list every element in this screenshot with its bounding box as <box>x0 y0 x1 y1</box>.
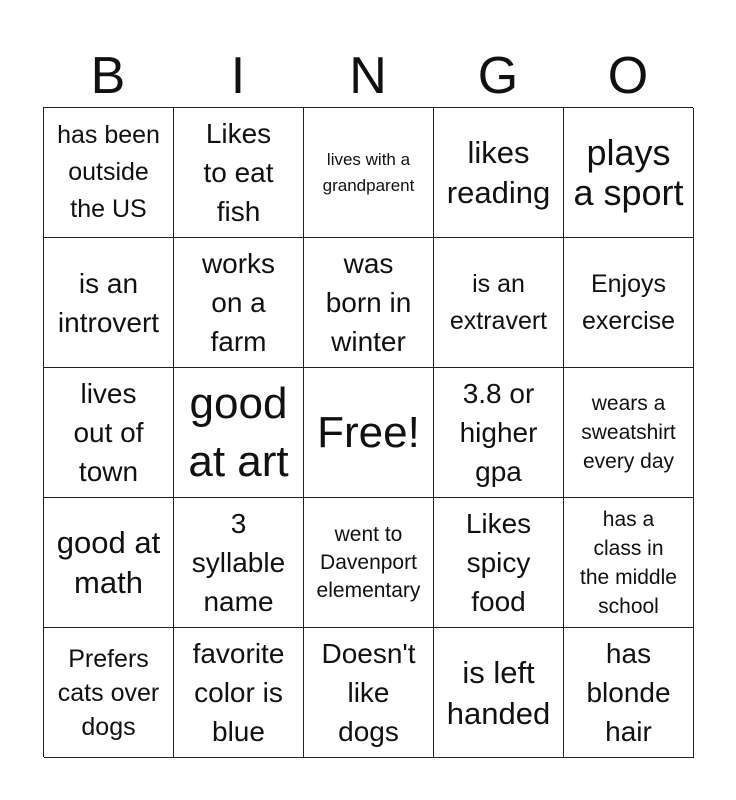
cell-text: lives with a grandparent <box>322 149 415 195</box>
bingo-cell[interactable] <box>564 108 694 238</box>
cell-text: works on a farm <box>201 248 276 357</box>
header-letter-i: I <box>230 47 246 105</box>
cell-text: likes reading <box>446 134 551 210</box>
bingo-cell[interactable] <box>434 238 564 368</box>
cell-text: 3 syllable name <box>191 508 286 617</box>
cell-text: good at art <box>188 378 289 486</box>
bingo-cell[interactable] <box>304 498 434 628</box>
bingo-cell[interactable] <box>434 368 564 498</box>
bingo-cell[interactable] <box>304 238 434 368</box>
bingo-cell[interactable] <box>564 238 694 368</box>
cell-text: Prefers cats over dogs <box>57 644 160 741</box>
cell-text: lives out of town <box>73 378 144 487</box>
header-letter-b: B <box>90 47 126 105</box>
bingo-header <box>43 44 693 108</box>
bingo-cell[interactable] <box>44 238 174 368</box>
bingo-cell[interactable] <box>174 368 304 498</box>
bingo-cell[interactable] <box>44 498 174 628</box>
bingo-cell[interactable] <box>304 108 434 238</box>
bingo-cell[interactable] <box>174 628 304 758</box>
cell-text: wears a sweatshirt every day <box>581 392 676 473</box>
cell-text: is left handed <box>446 654 551 731</box>
cell-text: Doesn't like dogs <box>321 638 416 747</box>
header-letter-o: O <box>607 47 649 105</box>
bingo-cell[interactable] <box>44 628 174 758</box>
cell-text: has blonde hair <box>586 638 671 747</box>
bingo-cell[interactable] <box>44 108 174 238</box>
bingo-cell[interactable] <box>174 238 304 368</box>
bingo-cell[interactable] <box>44 368 174 498</box>
cell-text: was born in winter <box>325 248 412 357</box>
bingo-cell[interactable] <box>174 108 304 238</box>
bingo-cell[interactable] <box>434 628 564 758</box>
free-space[interactable] <box>304 368 434 498</box>
bingo-board <box>43 107 693 757</box>
header-letter-n: N <box>349 47 387 105</box>
cell-text: Likes spicy food <box>465 508 532 617</box>
cell-text: is an extravert <box>449 269 548 335</box>
bingo-cell[interactable] <box>564 368 694 498</box>
cell-text: is an introvert <box>57 267 160 338</box>
cell-text: has been outside the US <box>57 121 160 223</box>
header-letter-g: G <box>477 47 519 105</box>
cell-text: good at math <box>56 524 161 600</box>
cell-text: Likes to eat fish <box>203 118 274 227</box>
cell-text: favorite color is blue <box>192 638 285 747</box>
cell-text: plays a sport <box>573 131 684 213</box>
bingo-cell[interactable] <box>304 628 434 758</box>
cell-text: 3.8 or higher gpa <box>459 378 538 487</box>
bingo-cell[interactable] <box>174 498 304 628</box>
bingo-cell[interactable] <box>564 628 694 758</box>
cell-text: Enjoys exercise <box>581 269 676 335</box>
bingo-cell[interactable] <box>434 498 564 628</box>
cell-text: went to Davenport elementary <box>316 522 421 602</box>
cell-text: has a class in the middle school <box>580 507 677 618</box>
bingo-cell[interactable] <box>564 498 694 628</box>
free-space-text: Free! <box>317 407 420 457</box>
bingo-cell[interactable] <box>434 108 564 238</box>
